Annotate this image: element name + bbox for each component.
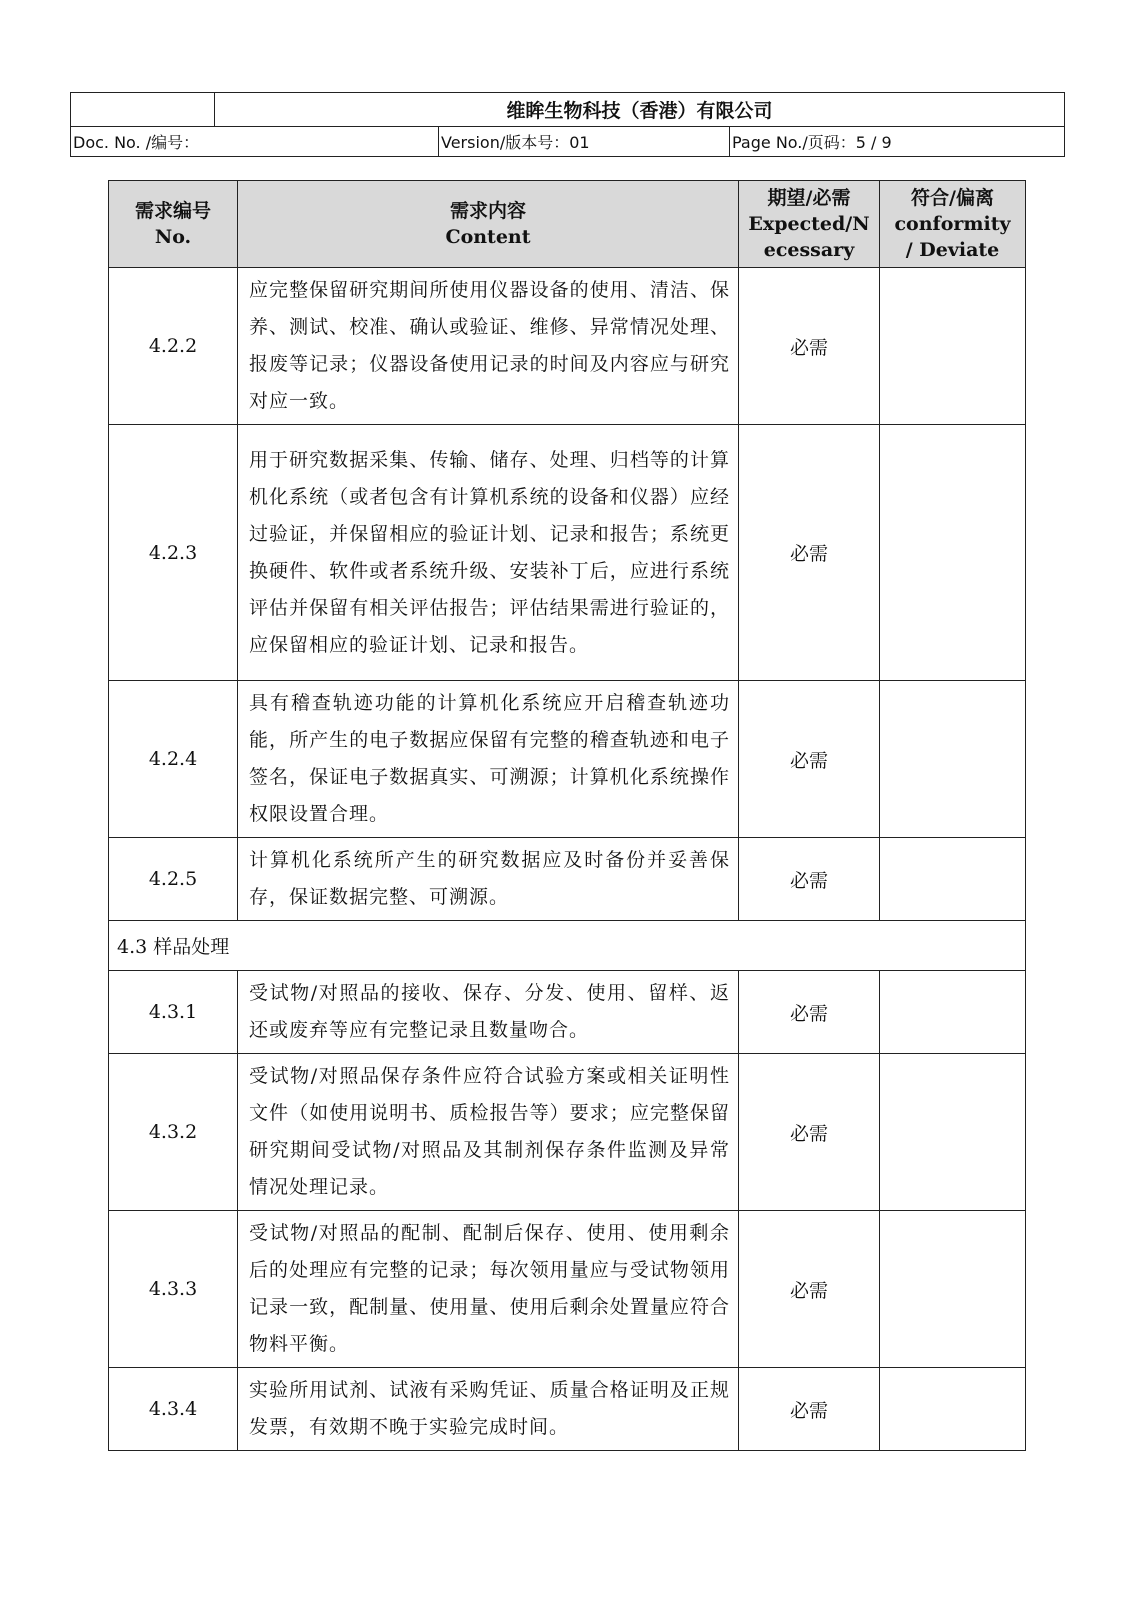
- row-number: 4.2.4: [109, 681, 238, 838]
- row-number: 4.2.2: [109, 268, 238, 425]
- column-header-expected-en2: ecessary: [763, 239, 855, 261]
- row-content: 具有稽查轨迹功能的计算机化系统应开启稽查轨迹功能，所产生的电子数据应保留有完整的稽查轨迹和电子签名，保证电子数据真实、可溯源；计算机化系统操作权限设置合理。: [238, 681, 739, 838]
- company-name: 维眸生物科技（香港）有限公司: [215, 93, 1065, 127]
- table-row: [109, 971, 1026, 1054]
- table-row: [109, 1211, 1026, 1368]
- table-row: [109, 425, 1026, 681]
- row-conformity[interactable]: [880, 1211, 1026, 1368]
- row-number: 4.3.3: [109, 1211, 238, 1368]
- row-content: 受试物/对照品的配制、配制后保存、使用、使用剩余后的处理应有完整的记录；每次领用量应与受试物领用记录一致，配制量、使用量、使用后剩余处置量应符合物料平衡。: [238, 1211, 739, 1368]
- column-header-conformity-en2: / Deviate: [905, 239, 1000, 261]
- column-header-conformity-en1: conformity: [894, 213, 1011, 235]
- row-conformity[interactable]: [880, 681, 1026, 838]
- doc-number: Doc. No. /编号：: [71, 127, 439, 157]
- row-expected: 必需: [739, 971, 880, 1054]
- column-header-content-cn: 需求内容: [449, 200, 526, 222]
- row-expected: 必需: [739, 1368, 880, 1451]
- requirements-table: [108, 180, 1026, 1451]
- column-header-no-en: No.: [154, 226, 192, 248]
- column-header-content-en: Content: [445, 226, 531, 248]
- row-expected: 必需: [739, 1211, 880, 1368]
- section-title: 4.3 样品处理: [109, 921, 1026, 971]
- table-header-row: [109, 181, 1026, 268]
- row-number: 4.2.5: [109, 838, 238, 921]
- column-header-expected-en1: Expected/N: [748, 213, 870, 235]
- row-expected: 必需: [739, 425, 880, 681]
- row-expected: 必需: [739, 268, 880, 425]
- row-expected: 必需: [739, 681, 880, 838]
- row-content: 计算机化系统所产生的研究数据应及时备份并妥善保存，保证数据完整、可溯源。: [238, 838, 739, 921]
- row-expected: 必需: [739, 1054, 880, 1211]
- row-expected: 必需: [739, 838, 880, 921]
- column-header-no: [109, 181, 238, 268]
- row-conformity[interactable]: [880, 838, 1026, 921]
- table-row: [109, 681, 1026, 838]
- row-content: 受试物/对照品的接收、保存、分发、使用、留样、返还或废弃等应有完整记录且数量吻合。: [238, 971, 739, 1054]
- logo-cell: [71, 93, 215, 127]
- row-conformity[interactable]: [880, 425, 1026, 681]
- column-header-no-cn: 需求编号: [134, 200, 211, 222]
- version-number: Version/版本号：01: [439, 127, 730, 157]
- section-row: [109, 921, 1026, 971]
- column-header-content: [238, 181, 739, 268]
- row-conformity[interactable]: [880, 268, 1026, 425]
- row-number: 4.3.1: [109, 971, 238, 1054]
- row-number: 4.3.4: [109, 1368, 238, 1451]
- document-header: [70, 92, 1065, 157]
- row-content: 应完整保留研究期间所使用仪器设备的使用、清洁、保养、测试、校准、确认或验证、维修、异常情况处理、报废等记录；仪器设备使用记录的时间及内容应与研究对应一致。: [238, 268, 739, 425]
- column-header-expected: [739, 181, 880, 268]
- row-conformity[interactable]: [880, 1054, 1026, 1211]
- column-header-conformity-cn: 符合/偏离: [911, 187, 994, 209]
- row-content: 受试物/对照品保存条件应符合试验方案或相关证明性文件（如使用说明书、质检报告等）要求；应完整保留研究期间受试物/对照品及其制剂保存条件监测及异常情况处理记录。: [238, 1054, 739, 1211]
- page-number: Page No./页码：5 / 9: [730, 127, 1065, 157]
- table-row: [109, 268, 1026, 425]
- row-content: 用于研究数据采集、传输、储存、处理、归档等的计算机化系统（或者包含有计算机系统的设备和仪器）应经过验证，并保留相应的验证计划、记录和报告；系统更换硬件、软件或者系统升级、安装补丁后，应进行系统评估并保留有相关评估报告；评估结果需进行验证的，应保留相应的验证计划、记录和报告。: [238, 425, 739, 681]
- row-content: 实验所用试剂、试液有采购凭证、质量合格证明及正规发票，有效期不晚于实验完成时间。: [238, 1368, 739, 1451]
- row-number: 4.3.2: [109, 1054, 238, 1211]
- row-conformity[interactable]: [880, 971, 1026, 1054]
- table-row: [109, 838, 1026, 921]
- table-row: [109, 1054, 1026, 1211]
- row-number: 4.2.3: [109, 425, 238, 681]
- row-conformity[interactable]: [880, 1368, 1026, 1451]
- table-row: [109, 1368, 1026, 1451]
- column-header-conformity: [880, 181, 1026, 268]
- column-header-expected-cn: 期望/必需: [767, 187, 851, 209]
